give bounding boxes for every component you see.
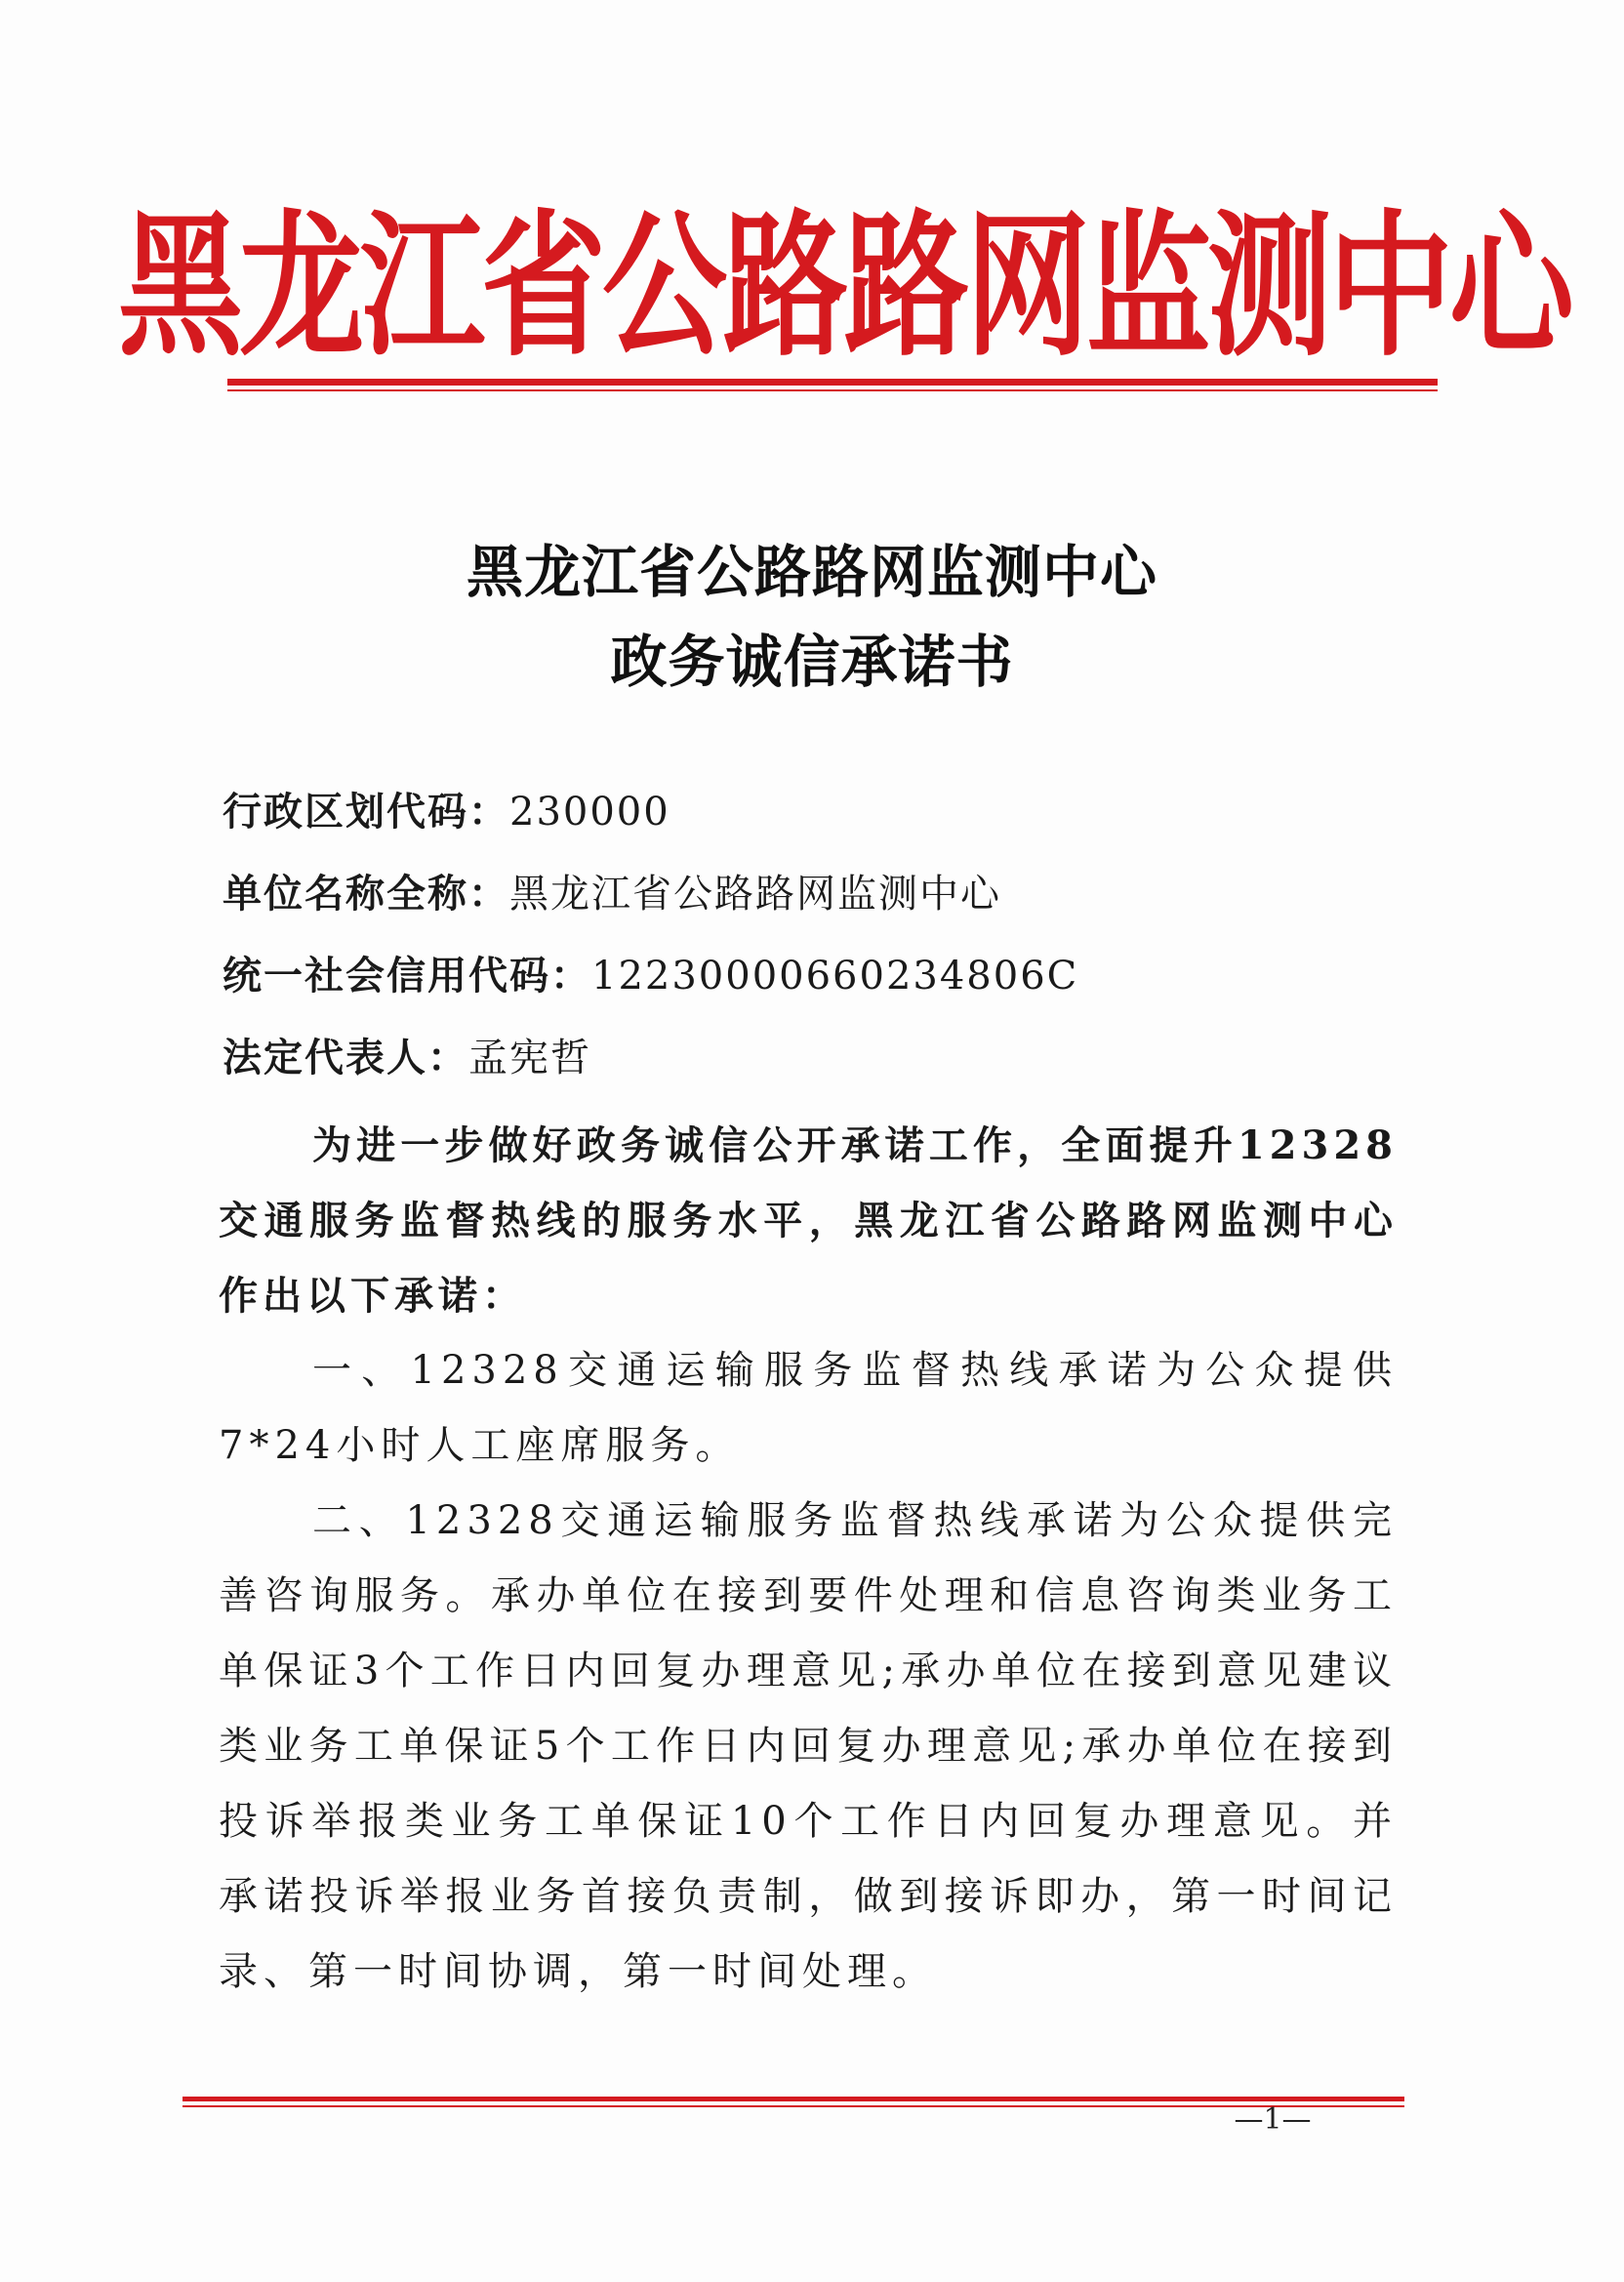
credit-code-value: 12230000660234806C	[591, 954, 1079, 998]
credit-code-label: 统一社会信用代码：	[223, 953, 591, 998]
title-line-organization: 黑龙江省公路路网监测中心	[466, 539, 1157, 605]
page-number: —1—	[1234, 2102, 1312, 2137]
unit-name-label: 单位名称全称：	[223, 871, 509, 917]
commitment-item-2: 二、12328交通运输服务监督热线承诺为公众提供完善咨询服务。承办单位在接到要件处理和信息咨询类业务工单保证3个工作日内回复办理意见;承办单位在接到意见建议类业务工单保证5个工作日内回复办理意见;承办单位在接到投诉举报类业务工单保证10个工作日内回复办理意见。并承诺投诉举报业务首接负责制，做到接诉即办，第一时间记录、第一时间协调，第一时间处理。	[219, 1498, 1398, 1994]
region-code-value: 230000	[509, 790, 670, 835]
masthead-red-rule-thin	[227, 389, 1438, 391]
footer-red-rule-thin	[183, 2105, 1404, 2107]
unit-name-value: 黑龙江省公路路网监测中心	[509, 872, 1001, 917]
intro-paragraph: 为进一步做好政务诚信公开承诺工作，全面提升12328交通服务监督热线的服务水平，黑龙江省公路路网监测中心作出以下承诺：	[219, 1122, 1398, 1319]
red-masthead-title: 黑龙江省公路路网监测中心	[118, 196, 1571, 379]
legal-rep-value: 孟宪哲	[468, 1036, 591, 1080]
unit-name-line	[223, 853, 1423, 935]
organization-info	[223, 771, 1423, 1099]
masthead-red-rule-thick	[227, 379, 1438, 386]
document-body	[219, 1108, 1398, 2010]
footer-red-rule-thick	[183, 2097, 1404, 2101]
commitment-item-1: 一、12328交通运输服务监督热线承诺为公众提供7*24小时人工座席服务。	[219, 1348, 1398, 1468]
legal-rep-label: 法定代表人：	[223, 1035, 468, 1080]
region-code-line	[223, 771, 1423, 853]
credit-code-line	[223, 935, 1423, 1017]
title-line-document-type: 政务诚信承诺书	[610, 629, 1014, 695]
legal-rep-line	[223, 1017, 1423, 1099]
region-code-label: 行政区划代码：	[223, 789, 509, 835]
document-title	[226, 527, 1398, 707]
